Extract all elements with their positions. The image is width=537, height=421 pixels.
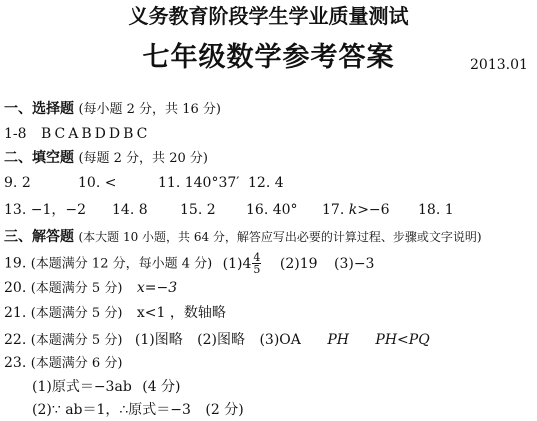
question-score: (本题满分 12 分，每小题 4 分) bbox=[30, 256, 213, 272]
item-number: 12. bbox=[248, 175, 271, 191]
answer-part-5: PH<PQ bbox=[375, 332, 430, 348]
item-answer: 2 bbox=[206, 202, 216, 218]
item-number: 9. bbox=[4, 175, 18, 191]
choice-answers: BCABDDBC bbox=[41, 126, 151, 142]
item-answer: 4 bbox=[274, 175, 284, 191]
fraction-numerator: 4 bbox=[253, 251, 261, 264]
question-answer: x<1 ，数轴略 bbox=[136, 305, 226, 321]
answer-part-1: (1)4 bbox=[222, 255, 252, 272]
item-answer: >−6 bbox=[357, 202, 390, 218]
section-1-header bbox=[4, 102, 221, 116]
section-2-note: (每题 2 分，共 20 分) bbox=[78, 151, 208, 166]
answer-part-4: PH bbox=[327, 332, 349, 348]
question-score: (本题满分 5 分) bbox=[30, 333, 123, 348]
fill-item-14 bbox=[112, 203, 148, 217]
answer-part-3: (3)−3 bbox=[333, 255, 375, 272]
fill-item-10 bbox=[78, 176, 116, 190]
question-number: 21. bbox=[4, 305, 27, 321]
question-score: (本题满分 5 分) bbox=[30, 281, 123, 296]
section-2-heading: 二、填空题 bbox=[4, 150, 74, 166]
item-number: 14. bbox=[112, 202, 135, 218]
item-answer: 1 bbox=[444, 202, 454, 218]
line-score: (2 分) bbox=[205, 402, 244, 418]
question-22 bbox=[4, 333, 430, 347]
section-1-note: (每小题 2 分，共 16 分) bbox=[78, 102, 221, 117]
question-score: (本题满分 5 分) bbox=[30, 306, 123, 321]
item-answer: 2 bbox=[21, 175, 31, 191]
fill-item-16 bbox=[246, 203, 298, 217]
item-number: 15. bbox=[180, 202, 203, 218]
item-number: 17. bbox=[322, 202, 345, 218]
item-answer: < bbox=[104, 175, 117, 191]
question-number: 19. bbox=[4, 255, 27, 272]
section-3-note: (本大题 10 小题，共 64 分，解答应写出必要的计算过程、步骤或文字说明) bbox=[78, 230, 482, 244]
answer-part-2: (2)19 bbox=[279, 255, 318, 272]
question-21 bbox=[4, 306, 226, 320]
section-3-heading: 三、解答题 bbox=[4, 229, 74, 245]
date-label: 2013.01 bbox=[470, 57, 528, 73]
section-1-answers bbox=[4, 127, 150, 141]
fraction bbox=[252, 252, 261, 275]
question-23-line-2 bbox=[32, 403, 244, 417]
answer-part-1: (1)图略 bbox=[134, 332, 183, 348]
item-number: 13. bbox=[4, 202, 27, 218]
answer-range: 1-8 bbox=[4, 126, 27, 142]
question-23 bbox=[4, 356, 122, 370]
line-score: (4 分) bbox=[142, 379, 181, 395]
section-2-header bbox=[4, 151, 208, 165]
answer-line: (1)原式＝−3ab bbox=[32, 379, 132, 395]
item-number: 18. bbox=[418, 202, 441, 218]
fill-item-15 bbox=[180, 203, 216, 217]
item-answer: −1，−2 bbox=[30, 202, 86, 218]
question-number: 20. bbox=[4, 280, 27, 296]
page-subtitle: 七年级数学参考答案 bbox=[142, 42, 395, 73]
item-number: 16. bbox=[246, 202, 269, 218]
fraction-denominator: 5 bbox=[253, 263, 261, 276]
fill-item-13 bbox=[4, 203, 86, 217]
answer-part-2: (2)图略 bbox=[197, 332, 245, 348]
question-number: 23. bbox=[4, 355, 27, 371]
fill-item-17 bbox=[322, 203, 390, 217]
question-score: (本题满分 6 分) bbox=[30, 356, 123, 371]
section-3-header bbox=[4, 230, 482, 244]
item-number: 11. bbox=[158, 175, 181, 191]
fill-item-11 bbox=[158, 176, 239, 190]
question-19 bbox=[4, 252, 374, 275]
question-number: 22. bbox=[4, 332, 27, 348]
item-variable: k bbox=[348, 202, 358, 218]
page-title: 义务教育阶段学生学业质量测试 bbox=[128, 4, 409, 28]
item-number: 10. bbox=[78, 175, 101, 191]
fill-item-12 bbox=[248, 176, 284, 190]
item-answer: 8 bbox=[138, 202, 148, 218]
fill-item-18 bbox=[418, 203, 454, 217]
question-20 bbox=[4, 281, 177, 295]
section-1-heading: 一、选择题 bbox=[4, 101, 74, 117]
answer-line: (2)∵ ab＝1，∴原式＝−3 bbox=[32, 402, 191, 418]
answer-part-3: (3)OA bbox=[259, 332, 301, 348]
item-answer: 40° bbox=[272, 202, 298, 218]
question-answer: x=−3 bbox=[136, 280, 178, 296]
question-23-line-1 bbox=[32, 380, 181, 394]
fill-item-9 bbox=[4, 176, 31, 190]
item-answer: 140°37′ bbox=[184, 175, 240, 191]
